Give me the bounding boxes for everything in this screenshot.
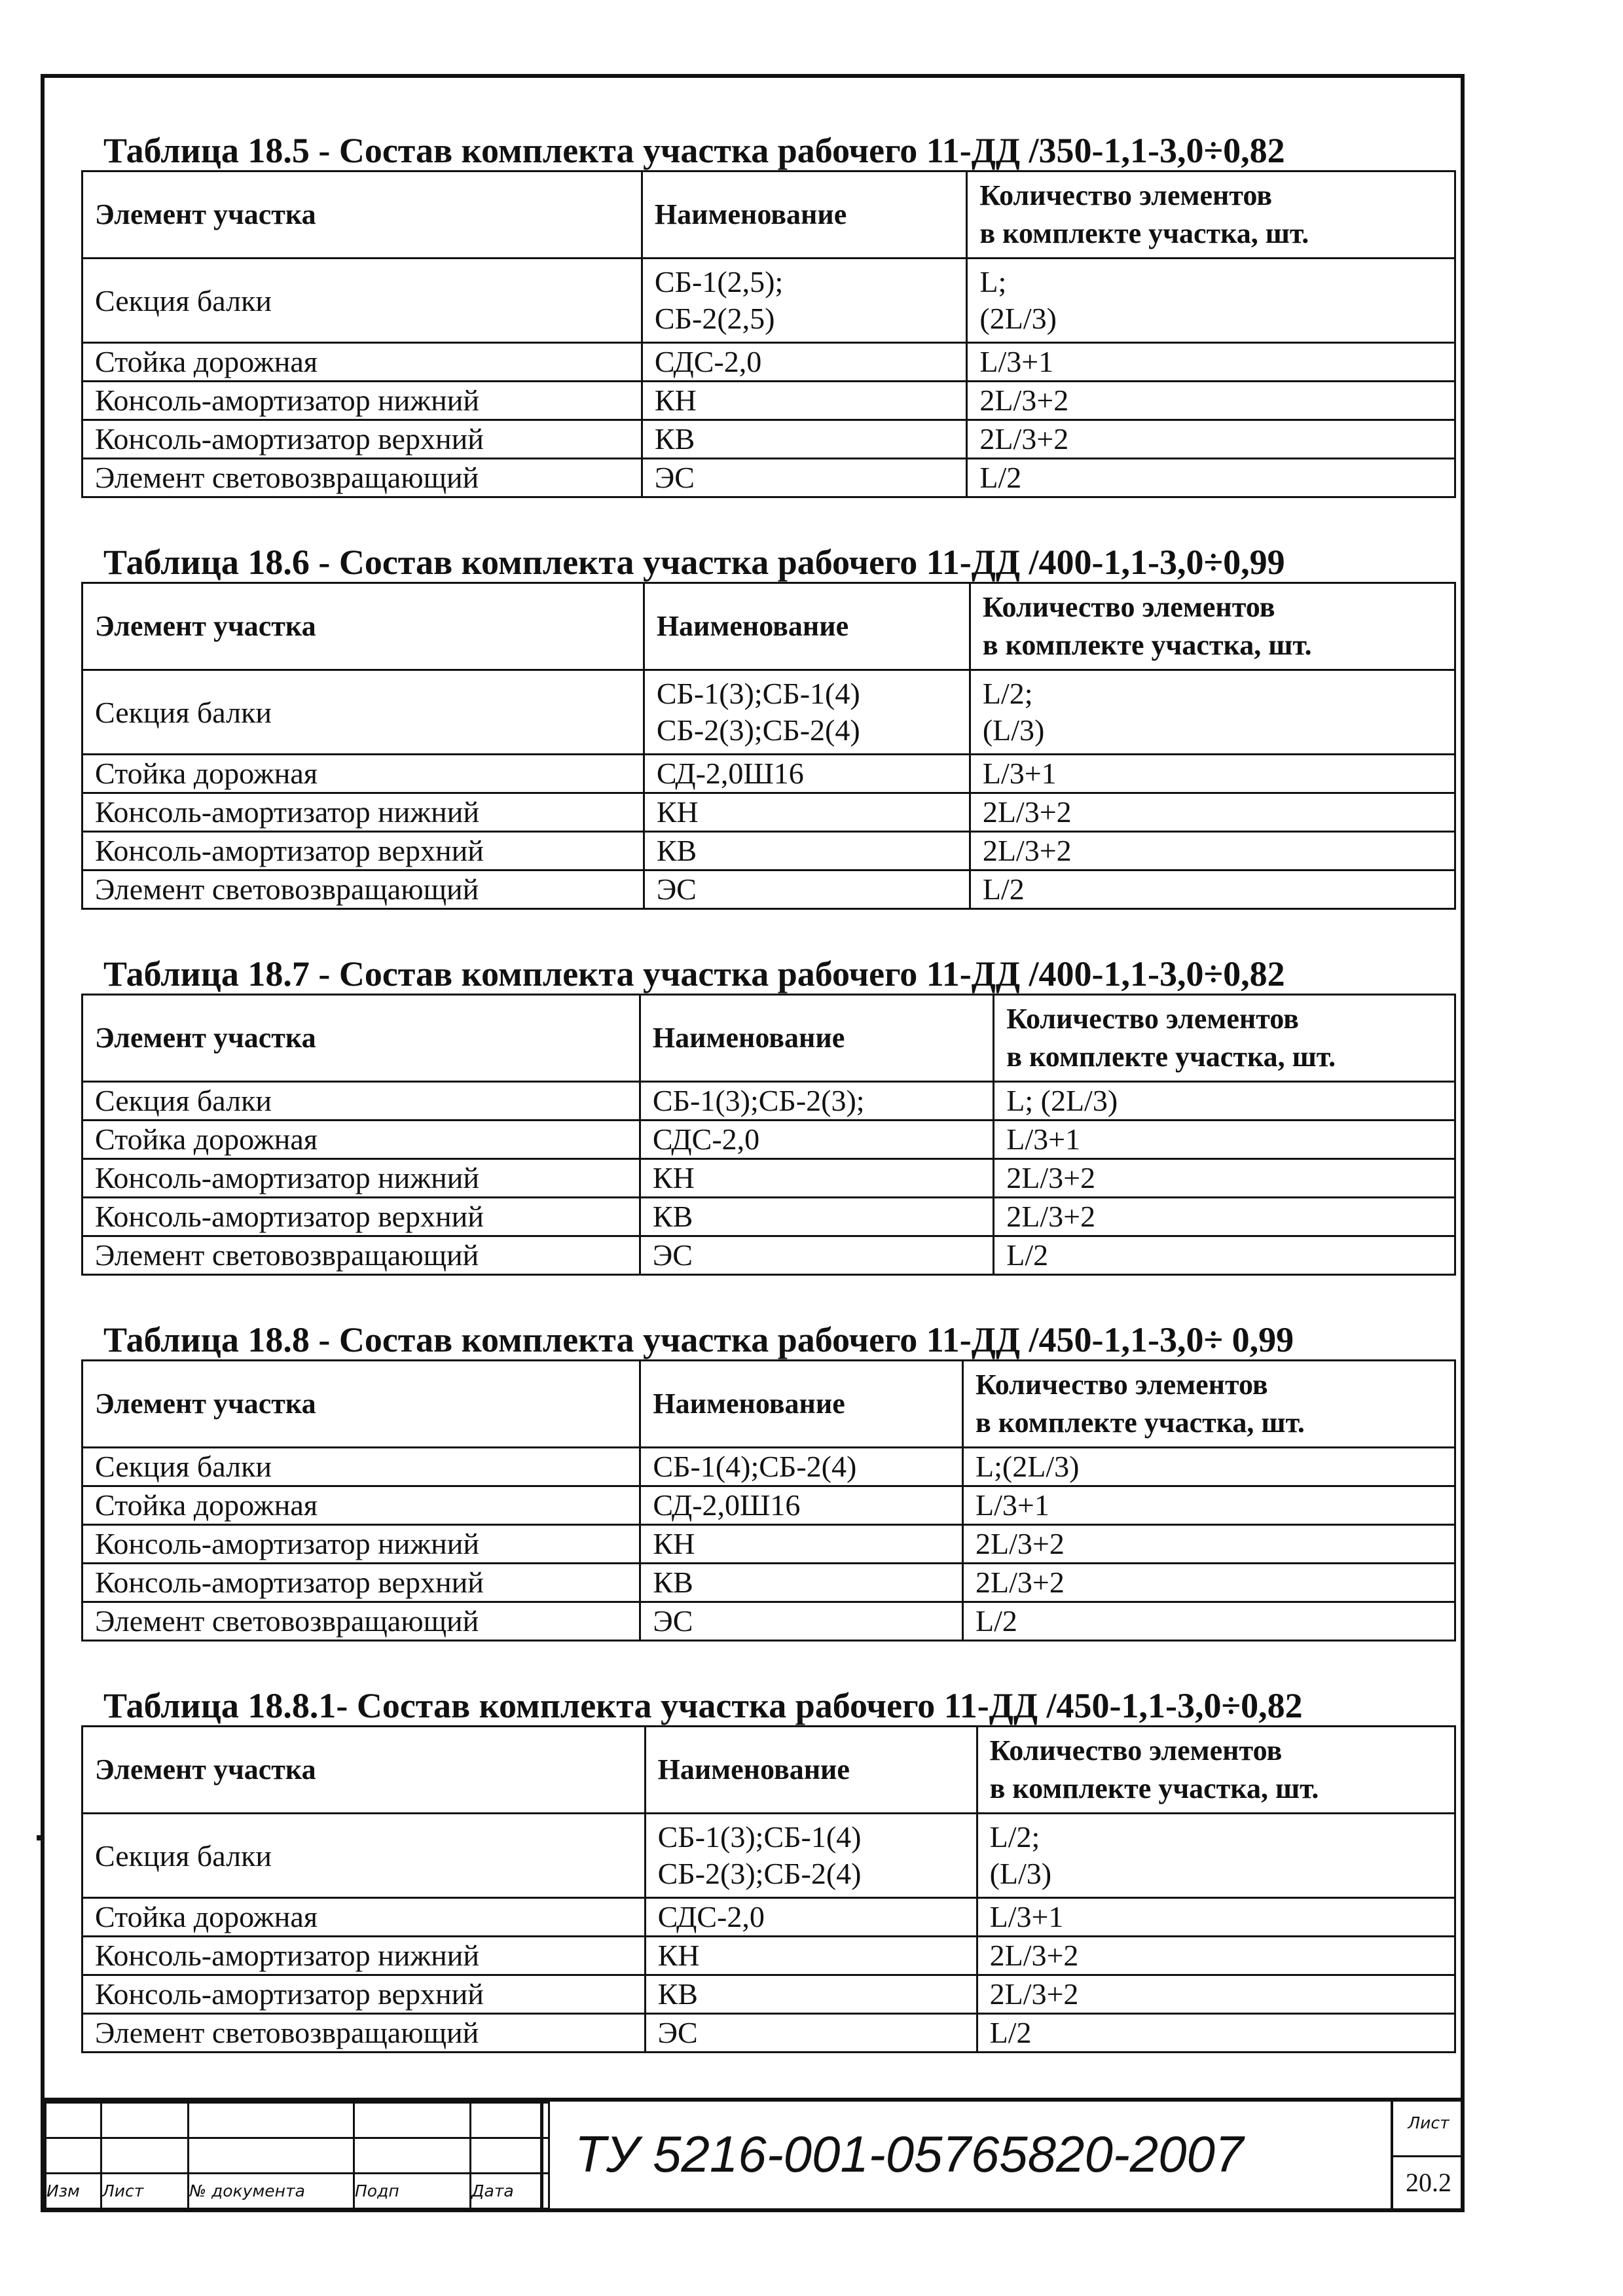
- table-row: [82, 1448, 1455, 1486]
- header-quantity: [963, 1361, 1455, 1448]
- header-quantity: [967, 171, 1455, 259]
- table-row: [82, 420, 1455, 459]
- table-row: [82, 1975, 1455, 2014]
- table-block: [81, 131, 1456, 498]
- composition-table: [81, 1725, 1456, 2053]
- header-quantity-line2: в комплекте участка, шт.: [1006, 1041, 1336, 1073]
- cell-element: Консоль-амортизатор нижний: [82, 1937, 646, 1975]
- stamp-label-date: Дата: [471, 2174, 549, 2209]
- cell-quantity: 2L/3+2: [977, 1937, 1455, 1975]
- table-header-row: [82, 995, 1455, 1082]
- cell-quantity: L/2: [970, 870, 1455, 909]
- table-row: [82, 832, 1455, 870]
- cell-quantity: L/3+1: [963, 1486, 1455, 1525]
- cell-name: КН: [640, 1159, 993, 1198]
- cell-name: СД-2,0Ш16: [640, 1486, 963, 1525]
- table-row: [82, 1937, 1455, 1975]
- cell-element: Стойка дорожная: [82, 343, 642, 382]
- cell-element: Консоль-амортизатор верхний: [82, 1198, 640, 1236]
- table-row: [82, 1525, 1455, 1564]
- composition-table: [81, 582, 1456, 910]
- table-row: [82, 1198, 1455, 1236]
- table-row: [82, 1898, 1455, 1937]
- cell-quantity: [967, 259, 1455, 343]
- cell-quantity-line: L;: [979, 265, 1007, 298]
- header-name: Наименование: [640, 995, 993, 1082]
- cell-name: [645, 1814, 977, 1898]
- header-name: Наименование: [640, 1361, 963, 1448]
- cell-element: Консоль-амортизатор верхний: [82, 1975, 646, 2014]
- table-row: [82, 870, 1455, 909]
- table-title: Таблица 18.5 - Состав комплекта участка рабочего 11-ДД /350-1,1-3,0÷0,82: [103, 131, 1285, 170]
- cell-name: КВ: [644, 832, 970, 870]
- table-row: [82, 1564, 1455, 1602]
- header-quantity: [977, 1727, 1455, 1814]
- sheet-box: [1391, 2102, 1464, 2208]
- header-quantity-line1: Количество элементов: [976, 1369, 1268, 1401]
- cell-element: Консоль-амортизатор нижний: [82, 1159, 640, 1198]
- cell-quantity: L/2: [963, 1602, 1455, 1641]
- table-title: Таблица 18.6 - Состав комплекта участка рабочего 11-ДД /400-1,1-3,0÷0,99: [103, 543, 1285, 582]
- header-quantity: [994, 995, 1455, 1082]
- table-row: [82, 259, 1455, 343]
- cell-name: КВ: [640, 1198, 993, 1236]
- cell-quantity: 2L/3+2: [967, 420, 1455, 459]
- cell-element: Элемент световозвращающий: [82, 459, 642, 497]
- cell-element: Стойка дорожная: [82, 1121, 640, 1159]
- table-row: [82, 1236, 1455, 1275]
- cell-element: Элемент световозвращающий: [82, 870, 644, 909]
- cell-quantity-line: L/2;: [982, 677, 1033, 710]
- cell-name: ЭС: [645, 2014, 977, 2053]
- cell-name: КН: [642, 382, 966, 420]
- margin-mark: [37, 1835, 41, 1840]
- header-element: Элемент участка: [82, 583, 644, 670]
- cell-quantity: 2L/3+2: [977, 1975, 1455, 2014]
- table-header-row: [82, 1727, 1455, 1814]
- header-quantity-line2: в комплекте участка, шт.: [982, 629, 1312, 661]
- composition-table: [81, 1359, 1456, 1641]
- composition-table: [81, 994, 1456, 1276]
- cell-name: ЭС: [640, 1236, 993, 1275]
- header-element: Элемент участка: [82, 1361, 640, 1448]
- cell-name: ЭС: [642, 459, 966, 497]
- table-row: [82, 1082, 1455, 1121]
- table-block: [81, 1320, 1456, 1641]
- cell-name-line: СБ-1(3);СБ-1(4): [657, 1820, 862, 1854]
- header-quantity-line1: Количество элементов: [979, 179, 1273, 211]
- cell-element: Консоль-амортизатор нижний: [82, 1525, 640, 1564]
- cell-quantity: 2L/3+2: [994, 1198, 1455, 1236]
- cell-quantity: 2L/3+2: [963, 1564, 1455, 1602]
- stamp-label-signature: Подп: [354, 2174, 471, 2209]
- cell-name-line: СБ-2(2,5): [654, 302, 775, 335]
- table-row: [82, 1486, 1455, 1525]
- cell-quantity: [970, 670, 1455, 755]
- header-name: Наименование: [642, 171, 966, 259]
- cell-element: Элемент световозвращающий: [82, 2014, 646, 2053]
- document-code: ТУ 5216-001-05765820-2007: [575, 2125, 1244, 2183]
- header-name: Наименование: [644, 583, 970, 670]
- cell-element: Стойка дорожная: [82, 755, 644, 793]
- table-row: [82, 1159, 1455, 1198]
- cell-element: Элемент световозвращающий: [82, 1602, 640, 1641]
- cell-element: Консоль-амортизатор нижний: [82, 793, 644, 832]
- revision-grid: [45, 2102, 550, 2210]
- cell-quantity: 2L/3+2: [967, 382, 1455, 420]
- cell-element: Секция балки: [82, 670, 644, 755]
- header-quantity-line2: в комплекте участка, шт.: [976, 1407, 1305, 1439]
- table-title: Таблица 18.8.1- Состав комплекта участка рабочего 11-ДД /450-1,1-3,0÷0,82: [103, 1686, 1303, 1725]
- cell-element: Секция балки: [82, 259, 642, 343]
- cell-quantity: L; (2L/3): [994, 1082, 1455, 1121]
- cell-quantity: L/2: [994, 1236, 1455, 1275]
- header-name: Наименование: [645, 1727, 977, 1814]
- cell-name: СД-2,0Ш16: [644, 755, 970, 793]
- cell-element: Консоль-амортизатор верхний: [82, 832, 644, 870]
- cell-quantity: L/3+1: [994, 1121, 1455, 1159]
- cell-element: Элемент световозвращающий: [82, 1236, 640, 1275]
- cell-element: Стойка дорожная: [82, 1486, 640, 1525]
- sheet-label: Лист: [1408, 2113, 1450, 2132]
- cell-name: ЭС: [644, 870, 970, 909]
- table-row: [82, 2014, 1455, 2053]
- cell-quantity-line: (L/3): [982, 713, 1045, 747]
- table-block: [81, 954, 1456, 1276]
- cell-name: КВ: [645, 1975, 977, 2014]
- cell-quantity: L/2: [967, 459, 1455, 497]
- cell-quantity: 2L/3+2: [963, 1525, 1455, 1564]
- header-element: Элемент участка: [82, 995, 640, 1082]
- cell-quantity: L/3+1: [970, 755, 1455, 793]
- table-header-row: [82, 1361, 1455, 1448]
- cell-name-line: СБ-1(2,5);: [654, 265, 784, 298]
- cell-quantity-line: (2L/3): [979, 302, 1057, 335]
- table-header-row: [82, 583, 1455, 670]
- cell-element: Консоль-амортизатор нижний: [82, 382, 642, 420]
- cell-element: Консоль-амортизатор верхний: [82, 420, 642, 459]
- cell-element: Стойка дорожная: [82, 1898, 646, 1937]
- cell-name: СБ-1(3);СБ-2(3);: [640, 1082, 993, 1121]
- cell-element: Секция балки: [82, 1814, 646, 1898]
- cell-quantity: L/2: [977, 2014, 1455, 2053]
- table-block: [81, 543, 1456, 910]
- cell-name: СДС-2,0: [642, 343, 966, 382]
- header-quantity-line2: в комплекте участка, шт.: [989, 1772, 1319, 1804]
- cell-quantity-line: L/2;: [989, 1820, 1040, 1854]
- cell-quantity: 2L/3+2: [970, 832, 1455, 870]
- header-quantity-line2: в комплекте участка, шт.: [979, 217, 1309, 249]
- table-block: [81, 1686, 1456, 2053]
- cell-element: Секция балки: [82, 1448, 640, 1486]
- stamp-label-document: № документа: [189, 2174, 354, 2209]
- header-quantity-line1: Количество элементов: [989, 1734, 1283, 1767]
- table-row: [82, 1814, 1455, 1898]
- table-title: Таблица 18.8 - Состав комплекта участка рабочего 11-ДД /450-1,1-3,0÷ 0,99: [103, 1320, 1294, 1359]
- table-row: [82, 459, 1455, 497]
- tables-container: [81, 131, 1456, 2053]
- composition-table: [81, 170, 1456, 498]
- title-block: [45, 2098, 1464, 2212]
- cell-name: [642, 259, 966, 343]
- table-row: [82, 793, 1455, 832]
- document-body: [81, 131, 1456, 2098]
- cell-quantity-line: (L/3): [989, 1857, 1052, 1890]
- header-quantity-line1: Количество элементов: [1006, 1003, 1299, 1035]
- cell-name: КВ: [640, 1564, 963, 1602]
- table-row: [82, 755, 1455, 793]
- cell-quantity: [977, 1814, 1455, 1898]
- cell-name: КН: [640, 1525, 963, 1564]
- cell-name: СБ-1(4);СБ-2(4): [640, 1448, 963, 1486]
- cell-name: [644, 670, 970, 755]
- cell-name-line: СБ-2(3);СБ-2(4): [657, 1857, 862, 1890]
- table-header-row: [82, 171, 1455, 259]
- cell-element: Секция балки: [82, 1082, 640, 1121]
- header-quantity-line1: Количество элементов: [982, 591, 1275, 623]
- table-row: [82, 382, 1455, 420]
- cell-name: КВ: [642, 420, 966, 459]
- header-element: Элемент участка: [82, 171, 642, 259]
- cell-name: ЭС: [640, 1602, 963, 1641]
- header-element: Элемент участка: [82, 1727, 646, 1814]
- table-row: [82, 1121, 1455, 1159]
- cell-quantity: 2L/3+2: [970, 793, 1455, 832]
- sheet-number: 20.2: [1393, 2155, 1464, 2210]
- cell-name: КН: [644, 793, 970, 832]
- table-title: Таблица 18.7 - Состав комплекта участка рабочего 11-ДД /400-1,1-3,0÷0,82: [103, 954, 1285, 994]
- cell-name: СДС-2,0: [645, 1898, 977, 1937]
- table-row: [82, 1602, 1455, 1641]
- cell-name-line: СБ-1(3);СБ-1(4): [656, 677, 860, 710]
- cell-quantity: 2L/3+2: [994, 1159, 1455, 1198]
- cell-element: Консоль-амортизатор верхний: [82, 1564, 640, 1602]
- header-quantity: [970, 583, 1455, 670]
- cell-name: СДС-2,0: [640, 1121, 993, 1159]
- table-row: [82, 670, 1455, 755]
- cell-quantity: L/3+1: [977, 1898, 1455, 1937]
- cell-name-line: СБ-2(3);СБ-2(4): [656, 713, 860, 747]
- stamp-label-sheet: Лист: [101, 2174, 189, 2209]
- stamp-label-change: Изм: [46, 2174, 101, 2209]
- cell-quantity: L/3+1: [967, 343, 1455, 382]
- cell-quantity: L;(2L/3): [963, 1448, 1455, 1486]
- cell-name: КН: [645, 1937, 977, 1975]
- table-row: [82, 343, 1455, 382]
- stamp-divider: [540, 2102, 543, 2208]
